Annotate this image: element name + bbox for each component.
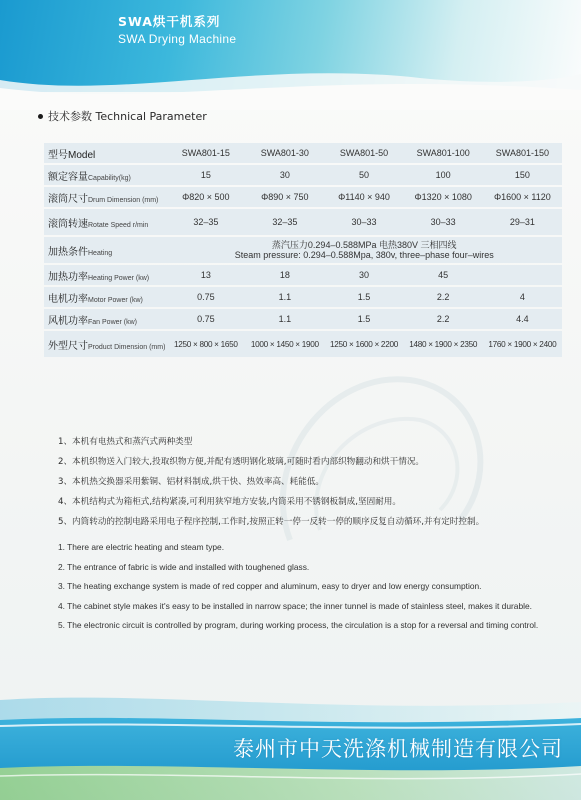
technical-parameter-table	[44, 141, 562, 359]
row-label-en: Fan Power (kw)	[88, 318, 138, 326]
row-label-product-dimension	[44, 331, 166, 357]
page-title-en: SWA Drying Machine	[118, 32, 237, 46]
table-row-rotate-speed	[44, 209, 562, 235]
table-row-heating-power	[44, 265, 562, 285]
list-item: 2. The entrance of fabric is wide and installed with toughened glass.	[58, 561, 310, 572]
row-label-cn: 加热功率	[48, 271, 88, 283]
section-heading	[38, 108, 207, 124]
table-cell: 1480 × 1900 × 2350	[404, 331, 483, 357]
table-cell: 1760 × 1900 × 2400	[483, 331, 562, 357]
heating-line-en: Steam pressure: 0.294–0.588Mpa, 380v, three–phase four–wires	[234, 250, 494, 260]
table-cell: Φ890 × 750	[245, 187, 324, 207]
list-item: 1. There are electric heating and steam type.	[58, 542, 225, 552]
list-item: 4. The cabinet style makes it's easy to be installed in narrow space; the inner tunnel is made of stainless steel, makes it durable.	[58, 600, 532, 611]
table-cell: 1.5	[324, 309, 403, 329]
table-cell	[483, 265, 562, 285]
row-label-motor-power	[44, 287, 166, 307]
table-row-product-dimension	[44, 331, 562, 357]
heating-line-cn: 蒸汽压力0.294–0.588MPa 电热380V 三相四线	[271, 240, 457, 250]
list-item: 3. The heating exchange system is made of red copper and aluminum, easy to dryer and low energy consumption.	[58, 581, 482, 591]
table-cell: SWA801-100	[404, 143, 483, 163]
row-label-cn: 加热条件	[48, 246, 88, 258]
table-cell: 0.75	[166, 309, 245, 329]
row-label-model	[44, 143, 166, 163]
table-cell: 29–31	[483, 209, 562, 235]
table-cell: 0.75	[166, 287, 245, 307]
row-label-capability	[44, 165, 166, 185]
table-cell: 15	[166, 165, 245, 185]
table-cell: 1250 × 1600 × 2200	[324, 331, 403, 357]
list-item: 4、本机结构式为箱柜式,结构紧凑,可利用狭窄地方安装,内筒采用不锈钢板制成,坚固耐用。	[58, 497, 401, 507]
table-row-model	[44, 143, 562, 163]
row-label-drum-dimension	[44, 187, 166, 207]
table-cell: SWA801-50	[324, 143, 403, 163]
table-cell: 1.1	[245, 287, 324, 307]
table-row-fan-power	[44, 309, 562, 329]
table-cell: 50	[324, 165, 403, 185]
table-cell: 45	[404, 265, 483, 285]
table-row-drum-dimension	[44, 187, 562, 207]
row-label-cn: 滚筒尺寸	[48, 193, 88, 205]
row-label-cn: 滚筒转速	[48, 218, 88, 230]
row-label-en: Heating Power (kw)	[88, 274, 150, 282]
table-cell: SWA801-15	[166, 143, 245, 163]
row-label-cn: 额定容量	[48, 171, 88, 183]
page-title-cn: SWA烘干机系列	[118, 14, 221, 29]
table-row-motor-power	[44, 287, 562, 307]
table-cell: 13	[166, 265, 245, 285]
table-cell: 1250 × 800 × 1650	[166, 331, 245, 357]
row-label-en: Model	[68, 149, 96, 161]
feature-notes-en	[58, 541, 552, 639]
table-cell: SWA801-30	[245, 143, 324, 163]
table-cell: 30–33	[324, 209, 403, 235]
row-label-en: Rotate Speed r/min	[88, 221, 149, 229]
header-wave-graphic	[0, 50, 581, 110]
list-item: 3、本机热交换器采用紫铜、铝材料制成,烘干快、热效率高、耗能低。	[58, 477, 325, 487]
bullet-icon	[38, 114, 43, 119]
row-label-en: Motor Power (kw)	[88, 296, 143, 304]
footer-wave-graphic	[0, 660, 581, 800]
row-label-heating-power	[44, 265, 166, 285]
table-cell: SWA801-150	[483, 143, 562, 163]
list-item: 2、本机织物送入门较大,投取织物方便,并配有透明钢化玻璃,可随时看内部织物翻动和烘干情况。	[58, 457, 425, 467]
table-cell: Φ1600 × 1120	[483, 187, 562, 207]
row-label-heating	[44, 237, 166, 263]
table-cell: Φ820 × 500	[166, 187, 245, 207]
row-label-en: Product Dimension (mm)	[88, 343, 166, 351]
table-cell: 2.2	[404, 309, 483, 329]
table-cell: 32–35	[245, 209, 324, 235]
table-cell: 150	[483, 165, 562, 185]
table-cell: 30–33	[404, 209, 483, 235]
row-label-cn: 风机功率	[48, 315, 88, 327]
table-row-heating	[44, 237, 562, 263]
table-cell: 1000 × 1450 × 1900	[245, 331, 324, 357]
list-item: 5、内筒转动的控制电路采用电子程序控制,工作时,按照正转一停一反转一停的顺序反复自动循环,并有定时控制。	[58, 517, 485, 527]
table-cell: 2.2	[404, 287, 483, 307]
feature-notes-cn	[58, 434, 558, 534]
row-label-cn: 型号	[48, 149, 68, 161]
list-item: 5. The electronic circuit is controlled by program, during working process, the circulation is a stop for a reversal and timing control.	[58, 620, 539, 630]
table-cell: Φ1320 × 1080	[404, 187, 483, 207]
table-cell: 100	[404, 165, 483, 185]
table-cell: 4	[483, 287, 562, 307]
table-cell: 18	[245, 265, 324, 285]
table-cell: 30	[245, 165, 324, 185]
row-label-cn: 电机功率	[48, 293, 88, 305]
table-cell: 30	[324, 265, 403, 285]
table-row-capability	[44, 165, 562, 185]
section-heading-text: 技术参数 Technical Parameter	[48, 110, 207, 123]
row-label-en: Heating	[88, 249, 113, 257]
row-label-cn: 外型尺寸	[48, 340, 88, 352]
row-label-fan-power	[44, 309, 166, 329]
heating-condition-cell	[166, 237, 562, 263]
company-name: 泰州市中天洗涤机械制造有限公司	[233, 737, 563, 761]
row-label-en: Drum Dimension (mm)	[88, 196, 159, 204]
list-item: 1、本机有电热式和蒸汽式两种类型	[58, 437, 193, 447]
table-cell: 1.5	[324, 287, 403, 307]
table-cell: 32–35	[166, 209, 245, 235]
table-cell: Φ1140 × 940	[324, 187, 403, 207]
row-label-rotate-speed	[44, 209, 166, 235]
table-cell: 1.1	[245, 309, 324, 329]
row-label-en: Capability(kg)	[88, 174, 131, 182]
table-cell: 4.4	[483, 309, 562, 329]
